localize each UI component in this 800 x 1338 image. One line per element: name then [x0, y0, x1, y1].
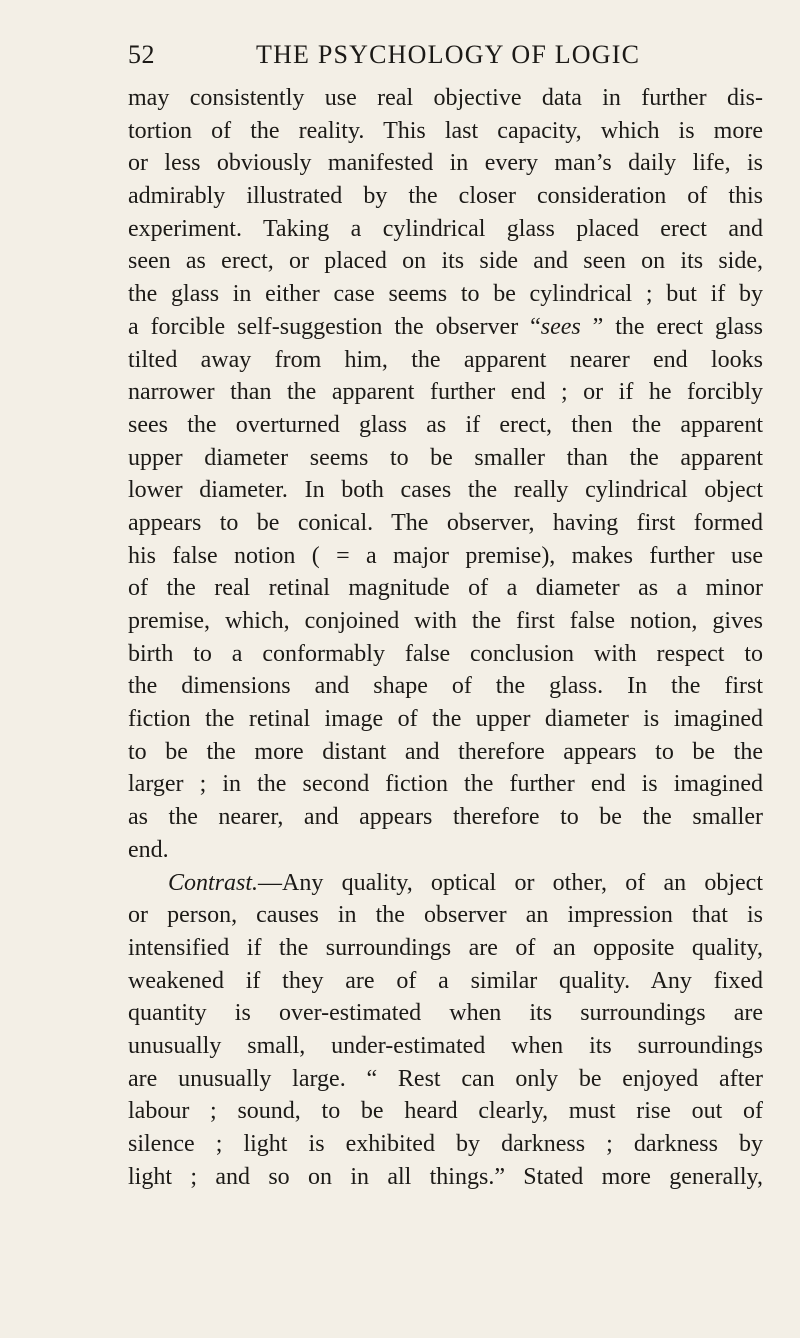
- text-line: admirably illustrated by the closer consideration of this: [128, 183, 763, 210]
- text-line: his false notion ( = a major premise), makes further use: [128, 542, 763, 569]
- page-number: 52: [128, 40, 155, 69]
- text-line: tortion of the reality. This last capacity, which is more: [128, 117, 763, 144]
- text-line: as the nearer, and appears therefore to be the smaller: [128, 804, 763, 831]
- text-segment: —Any quality, optical or other, of an object: [258, 869, 763, 896]
- text-line: or less obviously manifested in every man’s daily life, is: [128, 150, 763, 177]
- text-line-paragraph-end: end.: [128, 836, 169, 863]
- text-line: the dimensions and shape of the glass. In the first: [128, 673, 763, 700]
- text-segment: a forcible self-suggestion the observer “: [128, 313, 541, 340]
- text-line: or person, causes in the observer an impression that is: [128, 902, 763, 929]
- text-line: of the real retinal magnitude of a diameter as a minor: [128, 575, 763, 602]
- text-line: are unusually large. “ Rest can only be enjoyed after: [128, 1065, 763, 1092]
- text-line: weakened if they are of a similar quality. Any fixed: [128, 967, 763, 994]
- text-line: appears to be conical. The observer, having first formed: [128, 509, 763, 536]
- text-segment: ” the erect glass: [580, 313, 763, 340]
- running-head: [128, 40, 768, 76]
- emphasis-sees: sees: [540, 313, 581, 340]
- text-line: the glass in either case seems to be cylindrical ; but if by: [128, 281, 763, 308]
- text-line: labour ; sound, to be heard clearly, must rise out of: [128, 1098, 763, 1125]
- text-line: intensified if the surroundings are of an opposite quality,: [128, 934, 763, 961]
- text-line: may consistently use real objective data in further dis-: [128, 85, 763, 111]
- text-line-with-emphasis: [128, 311, 763, 344]
- text-line: narrower than the apparent further end ; or if he forcibly: [128, 379, 763, 406]
- running-title: THE PSYCHOLOGY OF LOGIC: [256, 40, 641, 69]
- text-line: sees the overturned glass as if erect, then the apparent: [128, 411, 763, 438]
- text-line-section-start: [128, 867, 763, 900]
- text-line: tilted away from him, the apparent nearer end looks: [128, 346, 763, 373]
- text-line: birth to a conformably false conclusion with respect to: [128, 640, 763, 667]
- text-line: seen as erect, or placed on its side and seen on its side,: [128, 248, 763, 275]
- text-line: fiction the retinal image of the upper diameter is imagined: [128, 706, 763, 733]
- text-line: to be the more distant and therefore appears to be the: [128, 738, 763, 765]
- text-line: light ; and so on in all things.” Stated more generally,: [128, 1163, 763, 1190]
- body-text: [128, 82, 763, 1193]
- text-line: premise, which, conjoined with the first false notion, gives: [128, 608, 763, 634]
- text-line: upper diameter seems to be smaller than the apparent: [128, 444, 763, 471]
- text-line: silence ; light is exhibited by darkness ; darkness by: [128, 1131, 763, 1157]
- text-line: larger ; in the second fiction the further end is imagined: [128, 771, 763, 798]
- text-line: unusually small, under-estimated when its surroundings: [128, 1032, 763, 1059]
- section-heading-contrast: Contrast.: [168, 869, 259, 896]
- text-line: quantity is over-estimated when its surroundings are: [128, 1000, 763, 1027]
- text-line: experiment. Taking a cylindrical glass placed erect and: [128, 215, 763, 242]
- text-line: lower diameter. In both cases the really cylindrical object: [128, 477, 763, 504]
